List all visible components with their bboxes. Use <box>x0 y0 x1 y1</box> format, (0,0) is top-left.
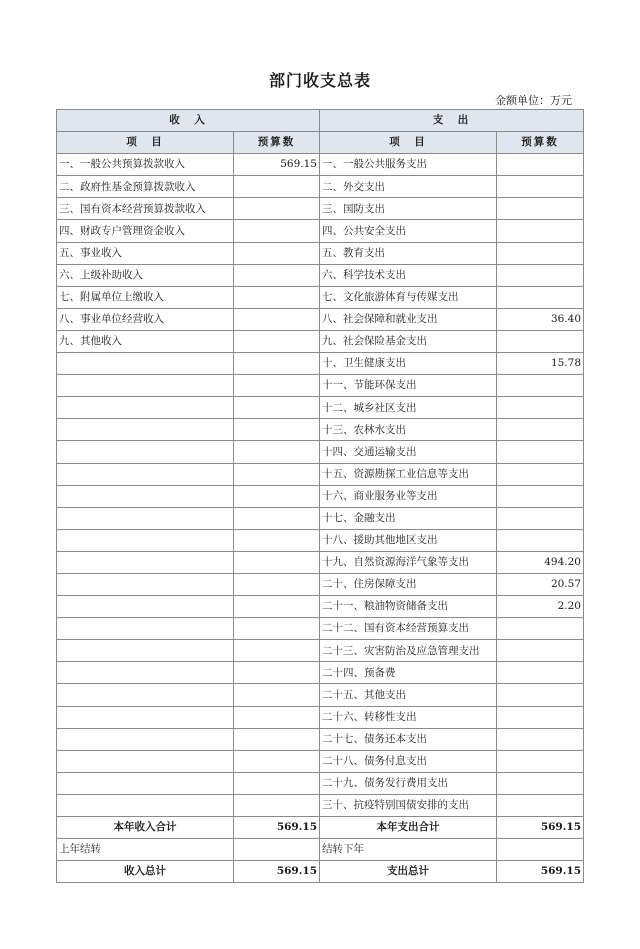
expense-item-label: 十、卫生健康支出 <box>320 353 497 375</box>
income-item-label <box>57 794 234 816</box>
income-item-value <box>234 750 320 772</box>
expense-item-value <box>497 419 584 441</box>
carry-in-label: 上年结转 <box>57 839 234 861</box>
carry-out-label: 结转下年 <box>320 839 497 861</box>
expense-item-value <box>497 463 584 485</box>
expense-item-value <box>497 220 584 242</box>
expense-item-label: 二十九、债务发行费用支出 <box>320 772 497 794</box>
year-total-row <box>57 817 584 839</box>
unit-label: 金额单位：万元 <box>495 94 572 107</box>
table-row <box>57 794 584 816</box>
income-budget-header: 预算数 <box>234 132 320 154</box>
table-row <box>57 286 584 308</box>
income-item-label: 八、事业单位经营收入 <box>57 308 234 330</box>
table-row <box>57 573 584 595</box>
income-item-value <box>234 198 320 220</box>
income-item-label: 二、政府性基金预算拨款收入 <box>57 176 234 198</box>
income-item-value <box>234 308 320 330</box>
income-item-label <box>57 397 234 419</box>
income-expense-table <box>56 109 584 883</box>
income-item-value <box>234 529 320 551</box>
income-item-label <box>57 353 234 375</box>
expense-item-label: 十五、资源勘探工业信息等支出 <box>320 463 497 485</box>
carry-over-row <box>57 839 584 861</box>
table-row <box>57 308 584 330</box>
income-item-label <box>57 640 234 662</box>
income-item-value <box>234 706 320 728</box>
expense-item-label: 二、外交支出 <box>320 176 497 198</box>
income-item-label: 六、上级补助收入 <box>57 264 234 286</box>
table-row <box>57 441 584 463</box>
expense-item-value <box>497 242 584 264</box>
expense-item-value <box>497 264 584 286</box>
table-row <box>57 728 584 750</box>
income-item-value <box>234 551 320 573</box>
expense-item-value <box>497 154 584 176</box>
income-item-value <box>234 397 320 419</box>
expense-item-value <box>497 485 584 507</box>
table-row <box>57 397 584 419</box>
grand-total-row <box>57 861 584 883</box>
expense-item-label: 十二、城乡社区支出 <box>320 397 497 419</box>
expense-item-label: 六、科学技术支出 <box>320 264 497 286</box>
expense-item-value <box>497 706 584 728</box>
income-item-label <box>57 684 234 706</box>
expense-item-label: 二十五、其他支出 <box>320 684 497 706</box>
income-item-label <box>57 618 234 640</box>
table-row <box>57 485 584 507</box>
income-item-label <box>57 507 234 529</box>
expense-budget-header: 预算数 <box>497 132 584 154</box>
expense-item-value <box>497 330 584 352</box>
expense-item-value: 494.20 <box>497 551 584 573</box>
income-item-label <box>57 463 234 485</box>
table-row <box>57 353 584 375</box>
expense-item-value <box>497 507 584 529</box>
table-row <box>57 596 584 618</box>
expense-item-label: 四、公共安全支出 <box>320 220 497 242</box>
carry-out-value <box>497 839 584 861</box>
expense-item-value <box>497 529 584 551</box>
income-item-value <box>234 176 320 198</box>
column-header-row <box>57 132 584 154</box>
expense-item-value: 20.57 <box>497 573 584 595</box>
expense-item-label: 十九、自然资源海洋气象等支出 <box>320 551 497 573</box>
table-row <box>57 220 584 242</box>
income-item-value <box>234 353 320 375</box>
carry-in-value <box>234 839 320 861</box>
table-row <box>57 198 584 220</box>
table-row <box>57 551 584 573</box>
income-item-value <box>234 419 320 441</box>
income-item-value: 569.15 <box>234 154 320 176</box>
expense-item-label: 七、文化旅游体育与传媒支出 <box>320 286 497 308</box>
income-item-value <box>234 662 320 684</box>
expense-item-value <box>497 662 584 684</box>
income-item-value <box>234 640 320 662</box>
expense-item-value <box>497 286 584 308</box>
income-item-label: 一、一般公共预算拨款收入 <box>57 154 234 176</box>
expense-item-value <box>497 441 584 463</box>
expense-item-label: 十三、农林水支出 <box>320 419 497 441</box>
table-row <box>57 640 584 662</box>
income-item-value <box>234 242 320 264</box>
expense-item-value <box>497 176 584 198</box>
expense-item-value <box>497 794 584 816</box>
expense-item-label: 十一、节能环保支出 <box>320 375 497 397</box>
expense-item-label: 十八、援助其他地区支出 <box>320 529 497 551</box>
expense-grand-total-value: 569.15 <box>497 861 584 883</box>
income-item-label <box>57 375 234 397</box>
expense-item-label: 一、一般公共服务支出 <box>320 154 497 176</box>
expense-year-total-label: 本年支出合计 <box>320 817 497 839</box>
income-item-label <box>57 551 234 573</box>
table-row <box>57 463 584 485</box>
income-item-value <box>234 220 320 242</box>
income-item-value <box>234 728 320 750</box>
income-item-label <box>57 662 234 684</box>
income-item-value <box>234 286 320 308</box>
income-item-label <box>57 728 234 750</box>
expense-item-label: 十六、商业服务业等支出 <box>320 485 497 507</box>
expense-item-label: 二十二、国有资本经营预算支出 <box>320 618 497 640</box>
income-item-label <box>57 706 234 728</box>
income-grand-total-label: 收入总计 <box>57 861 234 883</box>
expense-item-value <box>497 684 584 706</box>
income-item-label <box>57 529 234 551</box>
table-row <box>57 176 584 198</box>
section-header-row <box>57 110 584 132</box>
table-row <box>57 242 584 264</box>
income-item-value <box>234 330 320 352</box>
table-row <box>57 772 584 794</box>
income-item-value <box>234 684 320 706</box>
income-item-label <box>57 573 234 595</box>
income-year-total-label: 本年收入合计 <box>57 817 234 839</box>
income-year-total-value: 569.15 <box>234 817 320 839</box>
expense-item-label: 二十七、债务还本支出 <box>320 728 497 750</box>
expense-item-label: 二十、住房保障支出 <box>320 573 497 595</box>
expense-item-value <box>497 772 584 794</box>
expense-item-label: 十七、金融支出 <box>320 507 497 529</box>
expense-item-value <box>497 397 584 419</box>
income-item-label: 三、国有资本经营预算拨款收入 <box>57 198 234 220</box>
income-item-value <box>234 794 320 816</box>
expense-item-value <box>497 618 584 640</box>
income-item-label <box>57 419 234 441</box>
expense-item-value: 15.78 <box>497 353 584 375</box>
income-item-label: 五、事业收入 <box>57 242 234 264</box>
table-row <box>57 618 584 640</box>
table-row <box>57 706 584 728</box>
income-item-header: 项 目 <box>57 132 234 154</box>
expense-item-label: 二十四、预备费 <box>320 662 497 684</box>
table-row <box>57 419 584 441</box>
income-item-value <box>234 485 320 507</box>
table-row <box>57 750 584 772</box>
income-item-value <box>234 463 320 485</box>
expense-item-value: 36.40 <box>497 308 584 330</box>
table-row <box>57 330 584 352</box>
expense-item-label: 二十八、债务付息支出 <box>320 750 497 772</box>
expense-item-value: 2.20 <box>497 596 584 618</box>
expense-section-header: 支 出 <box>320 110 584 132</box>
income-item-value <box>234 441 320 463</box>
income-item-value <box>234 507 320 529</box>
income-section-header: 收 入 <box>57 110 320 132</box>
income-grand-total-value: 569.15 <box>234 861 320 883</box>
table-row <box>57 264 584 286</box>
income-item-label <box>57 750 234 772</box>
income-item-label: 九、其他收入 <box>57 330 234 352</box>
income-item-label: 七、附属单位上缴收入 <box>57 286 234 308</box>
expense-item-label: 三、国防支出 <box>320 198 497 220</box>
income-item-value <box>234 375 320 397</box>
expense-item-label: 三十、抗疫特别国债安排的支出 <box>320 794 497 816</box>
expense-grand-total-label: 支出总计 <box>320 861 497 883</box>
table-row <box>57 375 584 397</box>
income-item-value <box>234 596 320 618</box>
expense-item-value <box>497 375 584 397</box>
expense-item-value <box>497 728 584 750</box>
income-item-value <box>234 264 320 286</box>
income-item-label <box>57 772 234 794</box>
table-row <box>57 662 584 684</box>
expense-item-value <box>497 640 584 662</box>
expense-item-label: 十四、交通运输支出 <box>320 441 497 463</box>
page-title: 部门收支总表 <box>268 71 371 90</box>
expense-item-label: 五、教育支出 <box>320 242 497 264</box>
expense-year-total-value: 569.15 <box>497 817 584 839</box>
expense-item-label: 二十六、转移性支出 <box>320 706 497 728</box>
expense-item-label: 二十三、灾害防治及应急管理支出 <box>320 640 497 662</box>
income-item-value <box>234 772 320 794</box>
table-row <box>57 507 584 529</box>
expense-item-label: 九、社会保险基金支出 <box>320 330 497 352</box>
table-row <box>57 529 584 551</box>
expense-item-value <box>497 750 584 772</box>
expense-item-header: 项 目 <box>320 132 497 154</box>
expense-item-label: 八、社会保障和就业支出 <box>320 308 497 330</box>
income-item-value <box>234 618 320 640</box>
income-item-label <box>57 441 234 463</box>
table-row <box>57 154 584 176</box>
expense-item-label: 二十一、粮油物资储备支出 <box>320 596 497 618</box>
income-item-label: 四、财政专户管理资金收入 <box>57 220 234 242</box>
table-row <box>57 684 584 706</box>
expense-item-value <box>497 198 584 220</box>
income-item-label <box>57 596 234 618</box>
income-item-value <box>234 573 320 595</box>
income-item-label <box>57 485 234 507</box>
